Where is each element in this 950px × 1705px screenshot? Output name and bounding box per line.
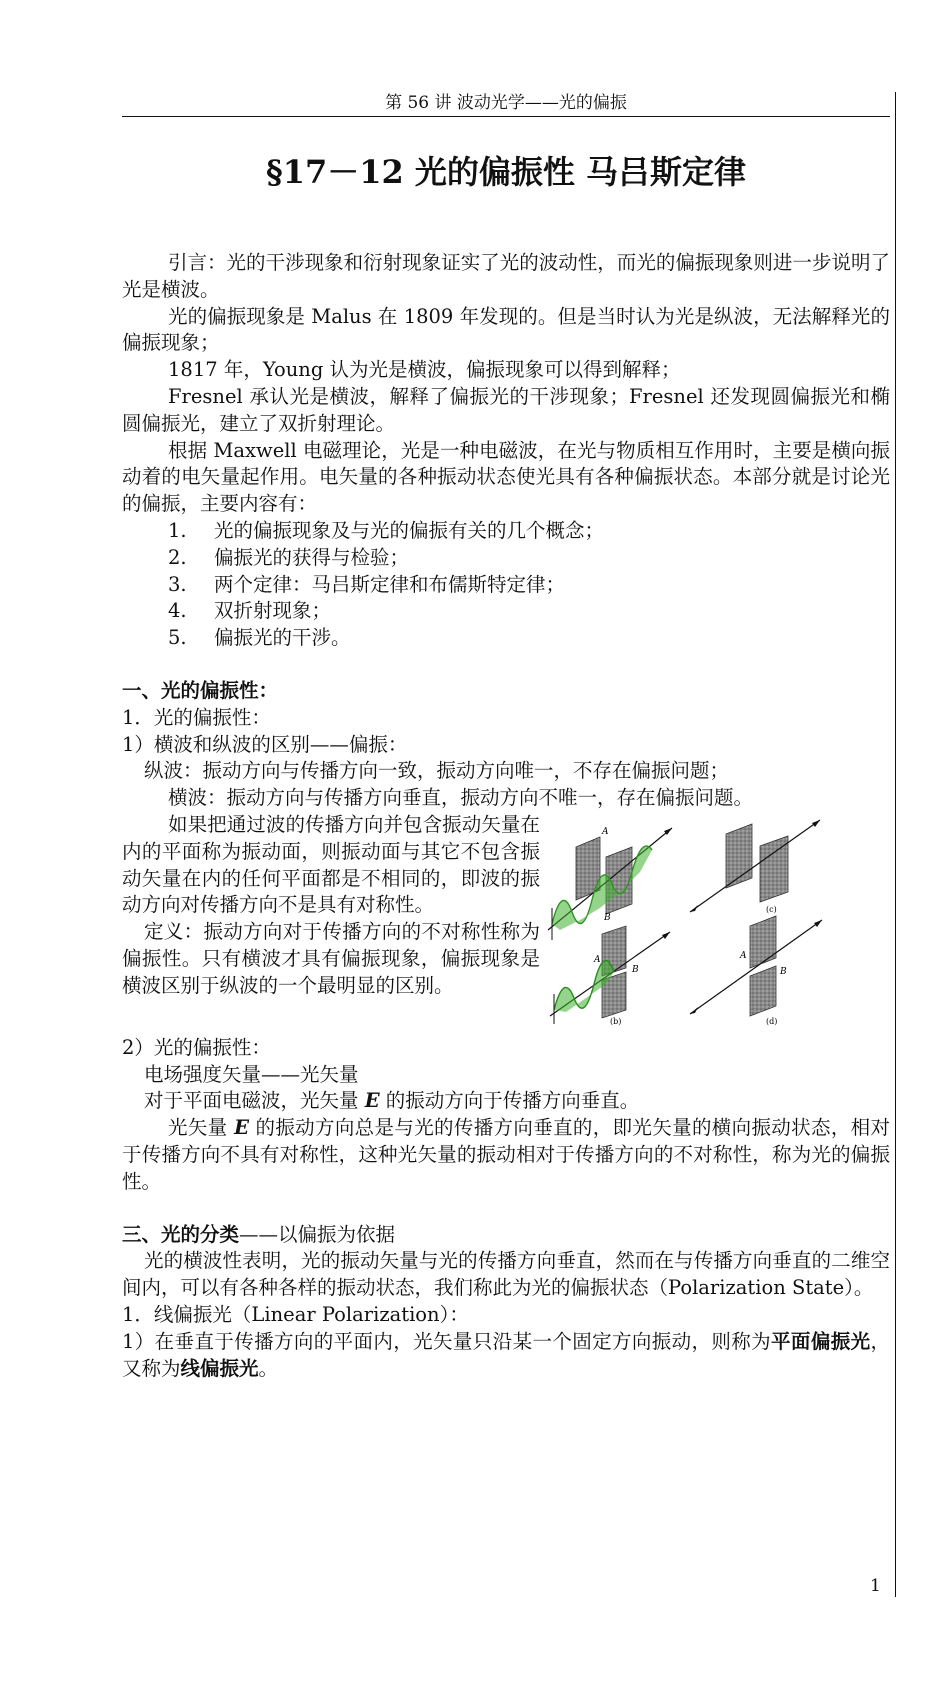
intro-paragraph-2: 光的偏振现象是 Malus 在 1809 年发现的。但是当时认为光是纵波，无法解释光的偏振现象；	[122, 304, 890, 355]
intro-paragraph-4: Fresnel 承认光是横波，解释了偏振光的干涉现象；Fresnel 还发现圆偏振光和椭圆偏振光，建立了双折射理论。	[122, 384, 890, 435]
label-c: (c)	[766, 904, 777, 914]
transverse-wave-text: 横波：振动方向与传播方向垂直，振动方向不唯一，存在偏振问题。	[168, 786, 754, 810]
vibration-plane-paragraph: 如果把通过波的传播方向并包含振动矢量在内的平面称为振动面，则振动面与其它不包含振动矢量在内的任何平面都是不相同的，即波的振动方向对传播方向不是具有对称性。	[122, 812, 540, 917]
contents-list	[122, 518, 890, 652]
list-item: 1. 光的偏振现象及与光的偏振有关的几个概念；	[168, 518, 605, 542]
figure-block	[122, 812, 890, 1035]
intro-paragraph-5: 根据 Maxwell 电磁理论，光是一种电磁波，在光与物质相互作用时，主要是横向振动着的电矢量起作用。电矢量的各种振动状态使光具有各种偏振状态。本部分就是讨论光的偏振，主要内容有：	[122, 438, 890, 516]
definition-paragraph: 定义：振动方向对于传播方向的不对称性称为偏振性。只有横波才具有偏振现象，偏振现象是横波区别于纵波的一个最明显的区别。	[122, 920, 540, 997]
section3-heading: 三、光的分类——以偏振为依据	[122, 1222, 396, 1246]
label-B: B	[780, 966, 787, 977]
intro-paragraph-3: 1817 年，Young 认为光是横波，偏振现象可以得到解释；	[168, 358, 681, 382]
page-header: 第 56 讲 波动光学——光的偏振	[385, 93, 627, 113]
longitudinal-wave-text: 纵波：振动方向与传播方向一致，振动方向唯一，不存在偏振问题；	[144, 759, 730, 783]
label-d: (d)	[766, 1016, 778, 1026]
section1-item1: 1）横波和纵波的区别——偏振：	[122, 732, 408, 756]
list-item: 4. 双折射现象；	[168, 599, 332, 623]
body-text	[122, 250, 890, 1382]
plane-wave-sentence: 对于平面电磁波，光矢量 E 的振动方向于传播方向垂直。	[144, 1089, 640, 1113]
label-b: (b)	[610, 1016, 622, 1026]
header-rule	[122, 116, 890, 117]
label-B: B	[632, 964, 639, 975]
intro-paragraph-1: 引言：光的干涉现象和衍射现象证实了光的波动性，而光的偏振现象则进一步说明了光是横波。	[122, 251, 890, 301]
section-title: §17－12 光的偏振性 马吕斯定律	[265, 153, 747, 191]
right-margin-rule	[895, 92, 896, 1597]
label-A: A	[594, 954, 601, 965]
section3-subheading: 1．线偏振光（Linear Polarization）：	[122, 1302, 469, 1326]
polarization-figure	[540, 812, 890, 1035]
page-number: 1	[870, 1576, 881, 1596]
panel-c	[690, 820, 820, 914]
slit-diagram	[540, 812, 890, 1027]
linear-polarization-definition: 1）在垂直于传播方向的平面内，光矢量只沿某一个固定方向振动，则称为平面偏振光，又称为线偏振光。	[122, 1329, 890, 1380]
panel-d	[690, 916, 822, 1026]
list-item: 5. 偏振光的干涉。	[168, 626, 351, 650]
section3-paragraph: 光的横波性表明，光的振动矢量与光的传播方向垂直，然而在与传播方向垂直的二维空间内，可以有各种各样的振动状态，我们称此为光的偏振状态（Polarization State）。	[122, 1249, 890, 1300]
label-A: A	[602, 826, 609, 837]
light-vector-paragraph: 光矢量 E 的振动方向总是与光的传播方向垂直的，即光矢量的横向振动状态，相对于传播方向不具有对称性，这种光矢量的振动相对于传播方向的不对称性，称为光的偏振性。	[122, 1116, 890, 1193]
section1-item2: 2）光的偏振性：	[122, 1035, 271, 1059]
panel-b	[550, 926, 670, 1026]
list-item: 2. 偏振光的获得与检验；	[168, 545, 410, 569]
efield-definition: 电场强度矢量——光矢量	[144, 1062, 359, 1086]
section1-heading: 一、光的偏振性：	[122, 678, 279, 702]
figure-text-column	[122, 812, 540, 1035]
label-A: A	[740, 950, 747, 961]
list-item: 3. 两个定律：马吕斯定律和布儒斯特定律；	[168, 572, 566, 596]
label-B: B	[604, 912, 611, 923]
panel-a	[548, 827, 672, 942]
section1-subheading: 1．光的偏振性：	[122, 705, 271, 729]
